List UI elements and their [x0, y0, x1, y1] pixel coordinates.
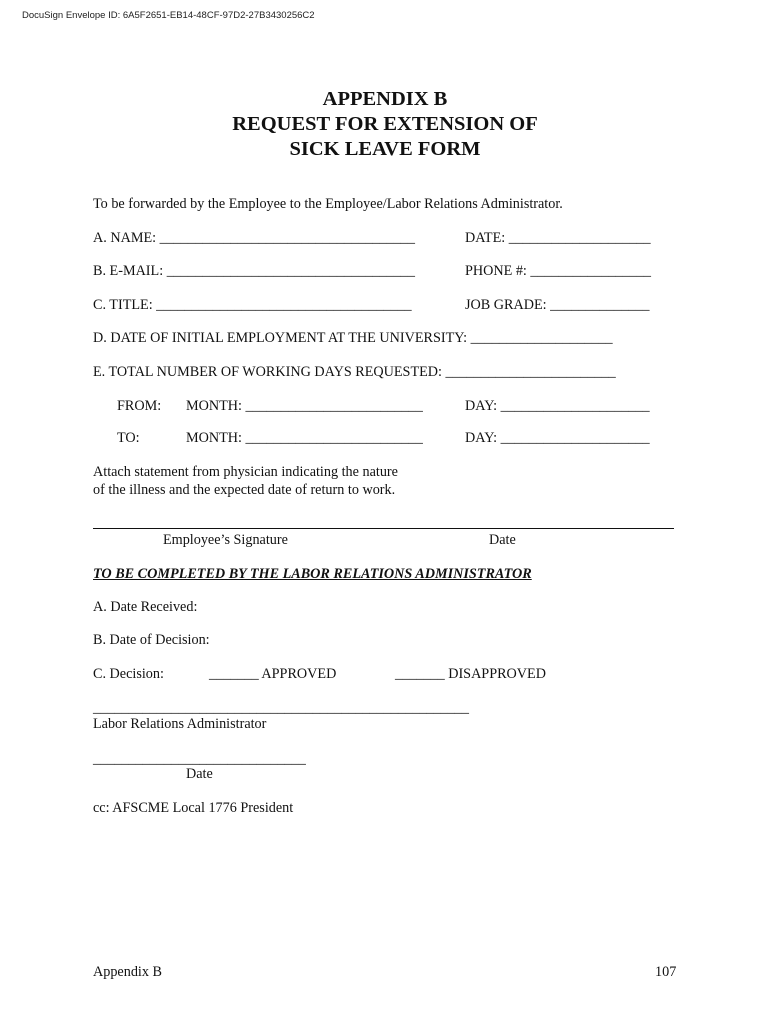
title-line-3: SICK LEAVE FORM: [289, 138, 481, 160]
page-number: 107: [655, 964, 677, 980]
employee-signature-label: Employee’s Signature: [163, 532, 288, 548]
email-field[interactable]: B. E-MAIL: ___________________________________: [93, 263, 415, 279]
to-label: TO:: [117, 430, 140, 446]
admin-signature-line[interactable]: _____________________________________________________: [93, 700, 469, 716]
intro-text: To be forwarded by the Employee to the Employee/Labor Relations Administrator.: [93, 196, 563, 212]
from-day-field[interactable]: DAY: _____________________: [465, 398, 650, 414]
admin-date-line[interactable]: ______________________________: [93, 751, 306, 767]
from-month-field[interactable]: MONTH: _________________________: [186, 398, 423, 414]
approved-option[interactable]: _______ APPROVED: [209, 666, 337, 682]
total-days-field[interactable]: E. TOTAL NUMBER OF WORKING DAYS REQUESTED: ________________________: [93, 364, 616, 380]
title-line-2: REQUEST FOR EXTENSION OF: [232, 113, 538, 135]
initial-employment-field[interactable]: D. DATE OF INITIAL EMPLOYMENT AT THE UNIVERSITY: ____________________: [93, 330, 613, 346]
envelope-id: DocuSign Envelope ID: 6A5F2651-EB14-48CF-97D2-27B3430256C2: [22, 10, 315, 21]
disapproved-option[interactable]: _______ DISAPPROVED: [395, 666, 546, 682]
to-day-field[interactable]: DAY: _____________________: [465, 430, 650, 446]
signature-line[interactable]: [93, 528, 674, 529]
job-grade-field[interactable]: JOB GRADE: ______________: [465, 297, 650, 313]
title-line-1: APPENDIX B: [322, 88, 448, 110]
attach-note-line-1: Attach statement from physician indicating the nature: [93, 464, 398, 480]
footer-appendix-label: Appendix B: [93, 964, 162, 980]
attach-note-line-2: of the illness and the expected date of return to work.: [93, 482, 396, 498]
admin-signature-label: Labor Relations Administrator: [93, 716, 267, 732]
date-received-label: A. Date Received:: [93, 599, 198, 615]
admin-date-label: Date: [186, 766, 213, 782]
from-label: FROM:: [117, 398, 162, 414]
cc-line: cc: AFSCME Local 1776 President: [93, 800, 294, 816]
admin-section-heading: TO BE COMPLETED BY THE LABOR RELATIONS ADMINISTRATOR: [93, 566, 532, 582]
phone-field[interactable]: PHONE #: _________________: [465, 263, 652, 279]
to-month-field[interactable]: MONTH: _________________________: [186, 430, 423, 446]
decision-label: C. Decision:: [93, 666, 164, 682]
date-of-decision-label: B. Date of Decision:: [93, 632, 210, 648]
title-field[interactable]: C. TITLE: ____________________________________: [93, 297, 412, 313]
date-field[interactable]: DATE: ____________________: [465, 230, 651, 246]
name-field[interactable]: A. NAME: ____________________________________: [93, 230, 415, 246]
signature-date-label: Date: [489, 532, 516, 548]
